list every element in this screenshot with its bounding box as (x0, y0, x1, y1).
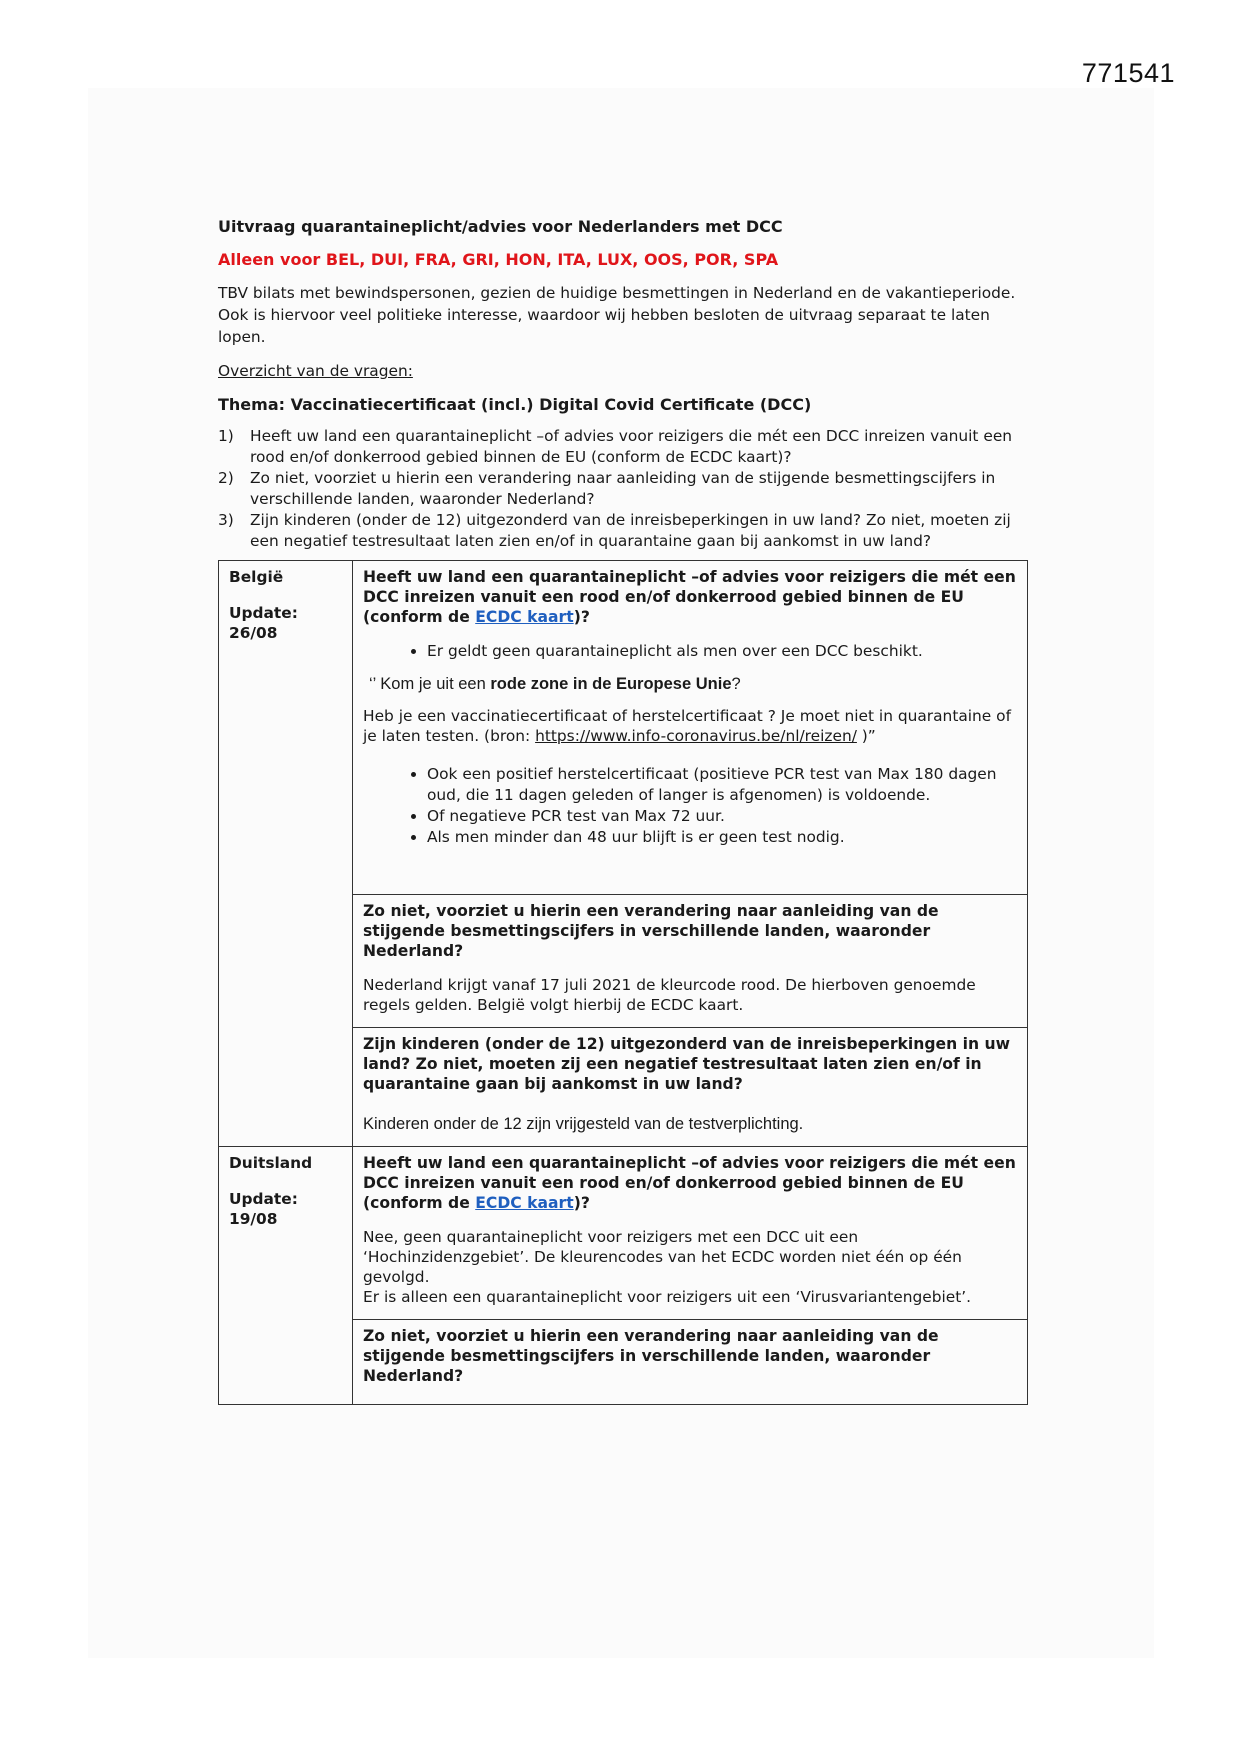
country-table (218, 560, 1028, 1405)
question-heading: Zo niet, voorziet u hierin een verandering naar aanleiding van de stijgende besmettingscijfers in verschillende landen, waaronder Nederland? (363, 902, 939, 960)
answer-cell (353, 895, 1028, 1028)
answer-text: Nee, geen quarantaineplicht voor reizigers met een DCC uit een ‘Hochinzidenzgebiet’. De kleurencodes van het ECDC worden niet één op één gevolgd. (363, 1228, 962, 1286)
quote-prefix: ‘’ Kom je uit een (369, 675, 491, 693)
quote-heading (369, 674, 1017, 694)
bullet-list (363, 641, 1017, 662)
question-item (218, 426, 1030, 468)
country-cell-duitsland (219, 1147, 353, 1405)
quote-suffix: ? (731, 675, 741, 693)
list-item: • Ook een positief herstelcertificaat (positieve PCR test van Max 180 dagen oud, die 11 dagen geleden of langer is afgenomen) is voldoende. (427, 764, 1017, 806)
question-suffix: )? (573, 608, 590, 626)
question-suffix: )? (573, 1194, 590, 1212)
answer-text: Kinderen onder de 12 zijn vrijgesteld van de testverplichting. (363, 1115, 804, 1133)
document-title: Uitvraag quarantaineplicht/advies voor Nederlanders met DCC (218, 217, 783, 236)
update-label: Update: (229, 1190, 298, 1208)
list-item: • Of negatieve PCR test van Max 72 uur. (427, 806, 1017, 827)
answer-text: Er is alleen een quarantaineplicht voor reizigers uit een ‘Virusvariantengebiet’. (363, 1288, 972, 1306)
intro-paragraph: TBV bilats met bewindspersonen, gezien de huidige besmettingen in Nederland en de vakantieperiode. Ook is hiervoor veel politieke interesse, waardoor wij hebben besloten de uitvraag separaat te laten lopen. (218, 284, 1016, 346)
overview-label: Overzicht van de vragen: (218, 362, 413, 380)
document-id: 771541 (1081, 58, 1175, 88)
question-text: Zijn kinderen (onder de 12) uitgezonderd van de inreisbeperkingen in uw land? Zo niet, moeten zij een negatief testresultaat laten zien en/of in quarantaine gaan bij aankomst in uw land? (250, 511, 1011, 550)
question-heading: Zo niet, voorziet u hierin een verandering naar aanleiding van de stijgende besmettingscijfers in verschillende landen, waaronder Nederland? (363, 1327, 939, 1385)
question-list (218, 426, 1030, 552)
list-item: • Er geldt geen quarantaineplicht als men over een DCC beschikt. (427, 641, 1017, 662)
quote-paragraph (363, 706, 1017, 746)
question-text: Heeft uw land een quarantaineplicht –of advies voor reizigers die mét een DCC inreizen vanuit een rood en/of donkerrood gebied binnen de EU (conform de ECDC kaart)? (250, 427, 1013, 466)
question-text: Zo niet, voorziet u hierin een verandering naar aanleiding van de stijgende besmettingscijfers in verschillende landen, waaronder Nederland? (250, 469, 996, 508)
question-number: 3) (218, 511, 234, 529)
country-name: België (229, 568, 284, 586)
quote-bold: rode zone in de Europese Unie (490, 675, 732, 693)
question-number: 2) (218, 469, 234, 487)
country-scope-heading: Alleen voor BEL, DUI, FRA, GRI, HON, ITA, LUX, OOS, POR, SPA (218, 250, 779, 269)
answer-text: Nederland krijgt vanaf 17 juli 2021 de kleurcode rood. De hierboven genoemde regels gelden. België volgt hierbij de ECDC kaart. (363, 976, 976, 1014)
question-heading: Zijn kinderen (onder de 12) uitgezonderd van de inreisbeperkingen in uw land? Zo niet, moeten zij een negatief testresultaat laten zien en/of in quarantaine gaan bij aankomst in uw land? (363, 1035, 1011, 1093)
question-text: Heeft uw land een quarantaineplicht –of advies voor reizigers die mét een DCC inreizen vanuit een rood en/of donkerrood gebied binnen de EU (conform de (363, 1154, 1016, 1212)
question-item (218, 510, 1030, 552)
answer-cell (353, 561, 1028, 895)
bullet-list (363, 764, 1017, 848)
update-label: Update: (229, 604, 298, 622)
question-number: 1) (218, 427, 234, 445)
answer-cell (353, 1147, 1028, 1320)
quote-text: Heb je een vaccinatiecertificaat of herstelcertificaat ? Je moet niet in quarantaine of je laten testen. (bron: (363, 707, 1012, 745)
answer-cell (353, 1028, 1028, 1147)
answer-cell (353, 1320, 1028, 1405)
quote-end: )” (856, 727, 876, 745)
table-row (219, 1147, 1028, 1320)
info-coronavirus-link[interactable]: https://www.info-coronavirus.be/nl/reizen/ (535, 727, 857, 745)
ecdc-kaart-link[interactable]: ECDC kaart (475, 608, 574, 626)
question-text: Heeft uw land een quarantaineplicht –of advies voor reizigers die mét een DCC inreizen vanuit een rood en/of donkerrood gebied binnen de EU (conform de (363, 568, 1016, 626)
country-cell-belgie (219, 561, 353, 1147)
ecdc-kaart-link[interactable]: ECDC kaart (475, 1194, 574, 1212)
table-row (219, 561, 1028, 895)
country-name: Duitsland (229, 1154, 313, 1172)
question-heading (363, 567, 1017, 627)
list-item: • Als men minder dan 48 uur blijft is er geen test nodig. (427, 827, 1017, 848)
theme-heading: Thema: Vaccinatiecertificaat (incl.) Digital Covid Certificate (DCC) (218, 395, 812, 414)
document-body (218, 216, 1030, 1405)
question-item (218, 468, 1030, 510)
question-heading (363, 1153, 1017, 1213)
update-date: 19/08 (229, 1210, 278, 1228)
update-date: 26/08 (229, 624, 278, 642)
